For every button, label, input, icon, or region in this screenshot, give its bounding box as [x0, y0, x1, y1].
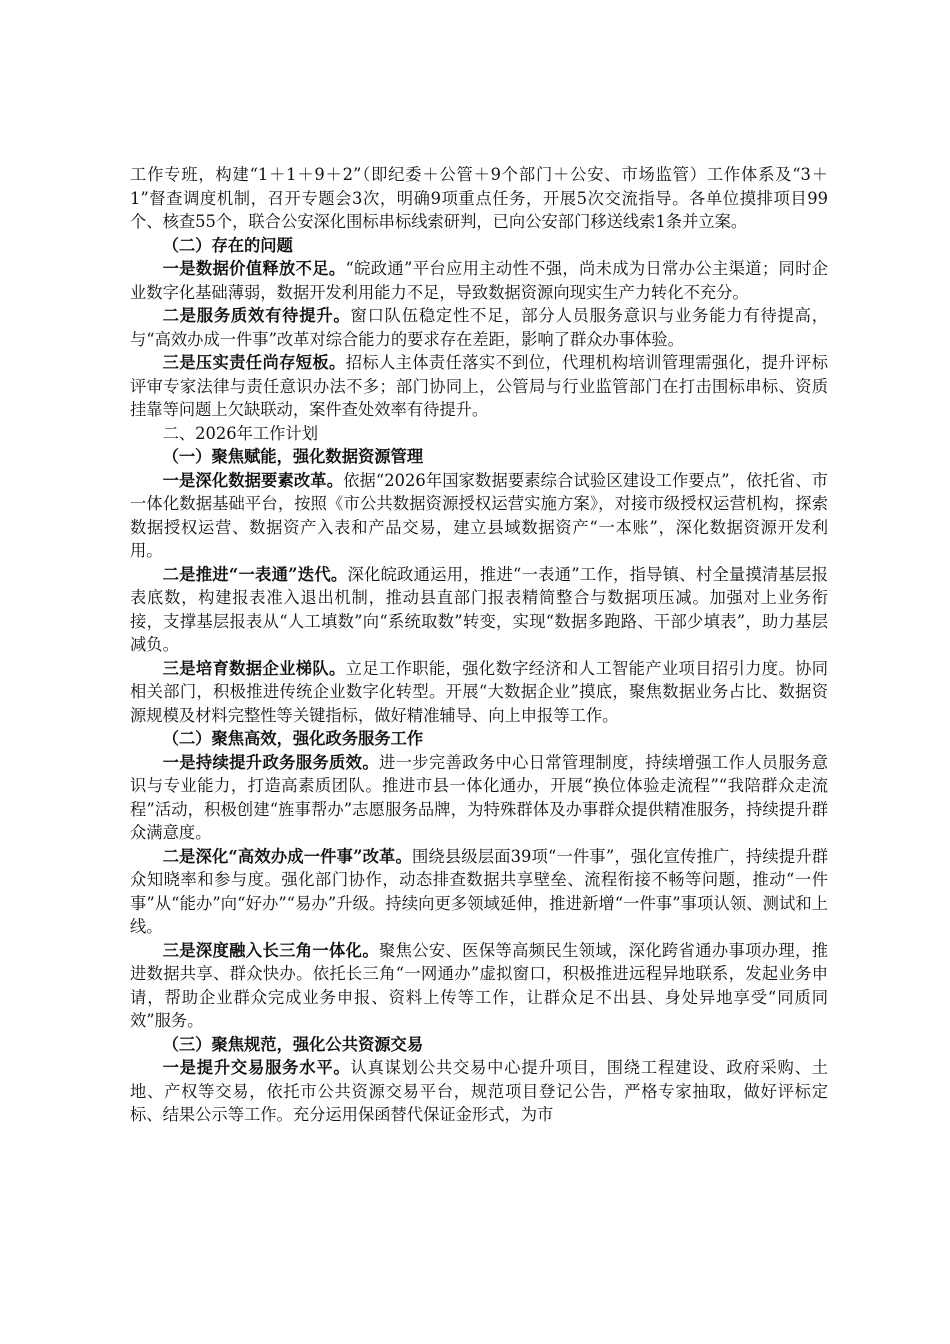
problem-paragraph: [130, 304, 828, 351]
plan-paragraph: [130, 563, 828, 657]
paragraph-text: 聚焦公安、医保等高频民生领域，深化跨省通办事项办理，推进数据共享、群众快办。依托长三角“一网通办”虚拟窗口，积极推进远程异地联系，发起业务申请，帮助企业群众完成业务申报、资料上传等工作，让群众足不出县、身处异地享受“同质同效”服务。: [130, 940, 828, 1030]
paragraph-text: 招标人主体责任落实不到位，代理机构培训管理需强化，提升评标评审专家法律与责任意识办法不多；部门协同上，公管局与行业监管部门在打击围标串标、资质挂靠等问题上欠缺联动，案件查处效率有待提升。: [130, 353, 828, 419]
paragraph-lead: 三是压实责任尚存短板。: [162, 353, 346, 372]
paragraph-lead: 三是深度融入长三角一体化。: [162, 940, 379, 960]
paragraph-text: 立足工作职能，强化数字经济和人工智能产业项目招引力度。协同相关部门，积极推进传统企业数字化转型。开展“大数据企业”摸底，聚焦数据业务占比、数据资源规模及材料完整性等关键指标，做好精准辅导、向上申报等工作。: [130, 658, 828, 725]
problem-paragraph: [130, 257, 828, 304]
paragraph-lead: 二是服务质效有待提升。: [162, 306, 351, 325]
paragraph-text: “皖政通”平台应用主动性不强，尚未成为日常办公主渠道；同时企业数字化基础薄弱，数据开发利用能力不足，导致数据资源向现实生产力转化不充分。: [130, 259, 828, 302]
paragraph-text: 进一步完善政务中心日常管理制度，持续增强工作人员服务意识与专业能力，打造高素质团队。推进市县一体化通办，开展“换位体验走流程”“我陪群众走流程”活动，积极创建“旌事帮办”志愿服务品牌，为特殊群体及办事群众提供精准服务，持续提升群众满意度。: [130, 752, 828, 842]
paragraph-lead: 一是数据价值释放不足。: [162, 259, 346, 278]
paragraph-text: 依据“2026年国家数据要素综合试验区建设工作要点”，依托省、市一体化数据基础平台，按照《市公共数据资源授权运营实施方案》，对接市级授权运营机构，探索数据授权运营、数据资产入表和产品交易，建立县域数据资产“一本账”，深化数据资源开发利用。: [130, 470, 828, 560]
document-body: [130, 163, 828, 1127]
problem-paragraph: [130, 351, 828, 422]
plan-paragraph: [130, 939, 828, 1033]
intro-paragraph: 工作专班，构建“1＋1＋9＋2”（即纪委＋公管＋9个部门＋公安、市场监管）工作体系及“3＋1”督查调度机制，召开专题会3次，明确9项重点任务，开展5次交流指导。各单位摸排项目99个、核查55个，联合公安深化围标串标线索研判，已向公安部门移送线索1条并立案。: [130, 165, 828, 231]
section-heading: （二）聚焦高效，强化政务服务工作: [162, 729, 424, 748]
plan-heading: 二、2026年工作计划: [162, 423, 318, 443]
plan-paragraph: [130, 751, 828, 845]
section-heading: （一）聚焦赋能，强化数据资源管理: [162, 447, 424, 466]
plan-paragraph: [130, 657, 828, 728]
paragraph-lead: 一是持续提升政务服务质效。: [162, 752, 379, 772]
plan-paragraph: [130, 469, 828, 563]
paragraph-lead: 二是深化“高效办成一件事”改革。: [162, 846, 412, 866]
paragraph-text: 深化皖政通运用，推进“一表通”工作，指导镇、村全量摸清基层报表底数，构建报表准入退出机制，推动县直部门报表精简整合与数据项压减。加强对上业务衔接，支撑基层报表从“人工填数”向“系统取数”转变，实现“数据多跑路、干部少填表”，助力基层减负。: [130, 564, 828, 654]
paragraph-lead: 三是培育数据企业梯队。: [162, 658, 346, 678]
section-heading: （三）聚焦规范，强化公共资源交易: [162, 1034, 424, 1054]
plan-paragraph: [130, 1056, 828, 1127]
paragraph-text: 窗口队伍稳定性不足，部分人员服务意识与业务能力有待提高，与“高效办成一件事”改革对综合能力的要求存在差距，影响了群众办事体验。: [130, 306, 828, 349]
paragraph-text: 围绕县级层面39项“一件事”，强化宣传推广，持续提升群众知晓率和参与度。强化部门协作，动态排查数据共享壁垒、流程衔接不畅等问题，推动“一件事”从“能办”向“好办”“易办”升级。持续向更多领域延伸，推进新增“一件事”事项认领、测试和上线。: [130, 846, 828, 936]
paragraph-lead: 二是推进“一表通”迭代。: [162, 564, 348, 584]
paragraph-lead: 一是深化数据要素改革。: [162, 470, 344, 490]
paragraph-text: 认真谋划公共交易中心提升项目，围绕工程建设、政府采购、土地、产权等交易，依托市公共资源交易平台，规范项目登记公告，严格专家抽取，做好评标定标、结果公示等工作。充分运用保函替代保证金形式，为市: [130, 1058, 828, 1124]
paragraph-lead: 一是提升交易服务水平。: [162, 1058, 351, 1077]
plan-paragraph: [130, 845, 828, 939]
problems-heading: （二）存在的问题: [162, 235, 293, 255]
